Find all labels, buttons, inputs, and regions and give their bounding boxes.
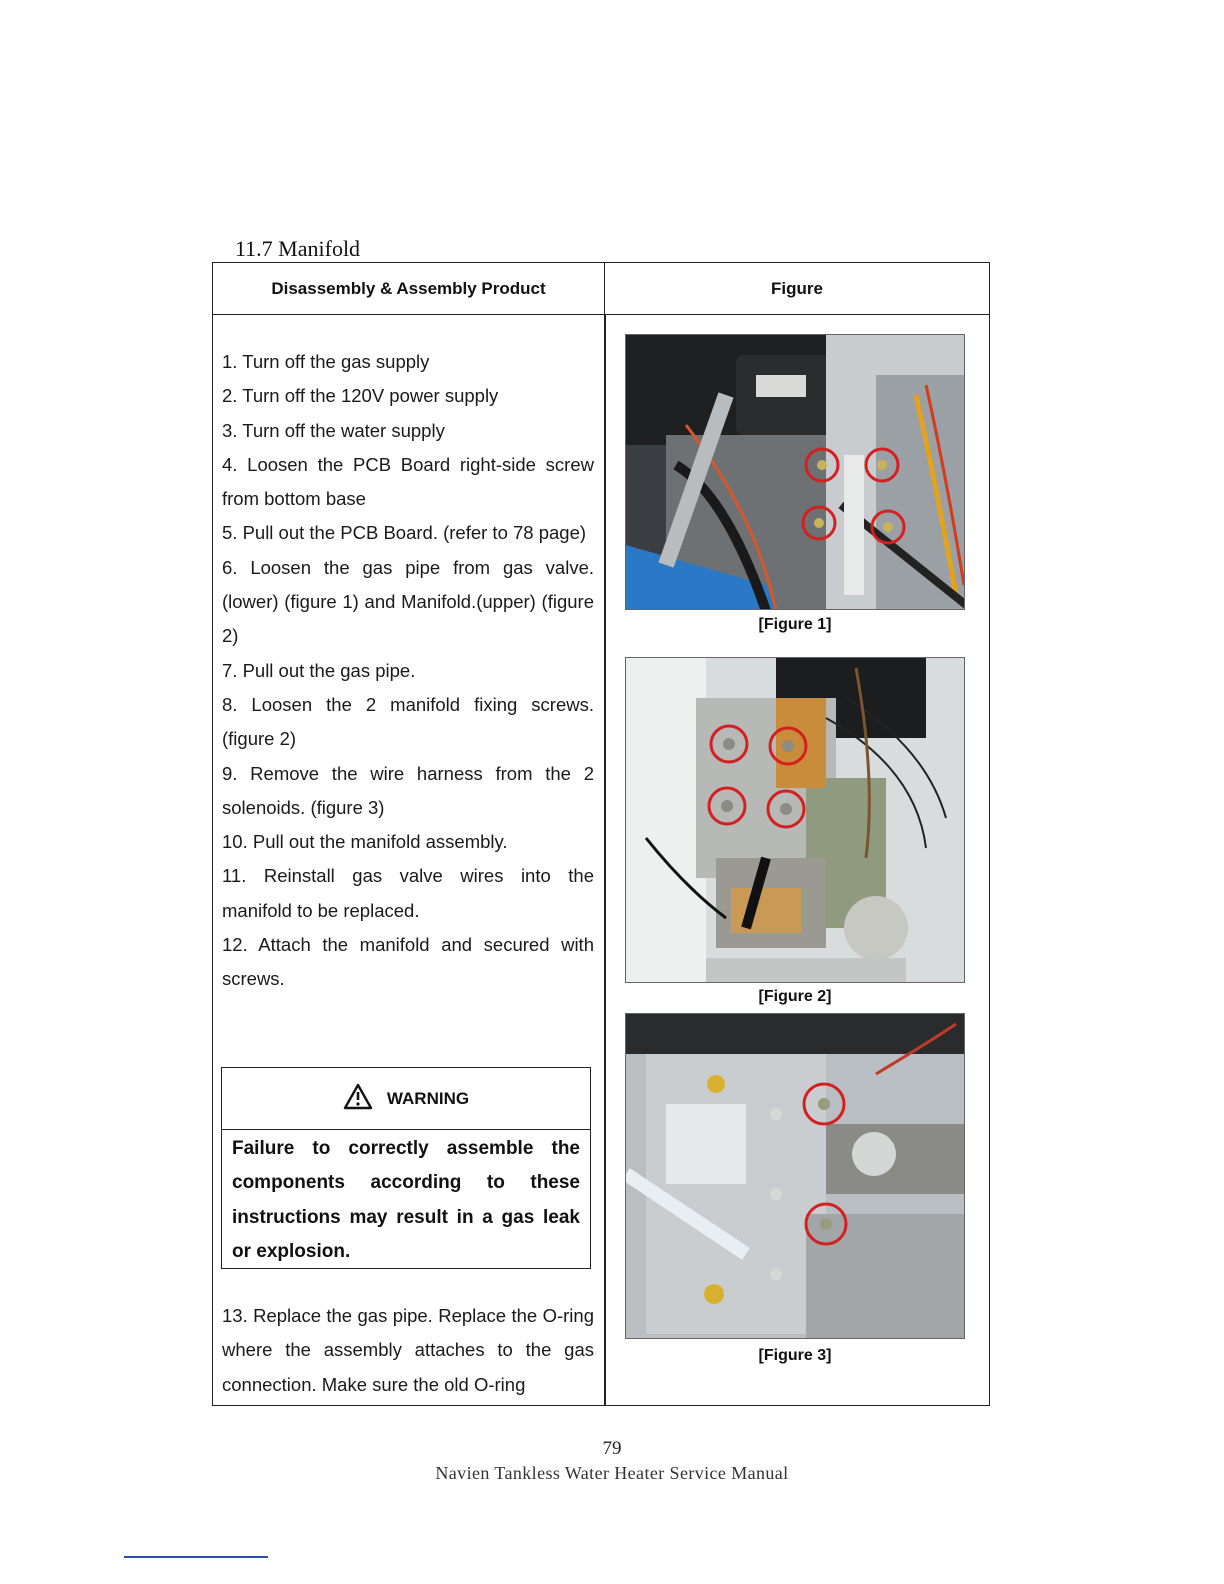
figure-3-caption: [Figure 3]	[758, 1347, 832, 1364]
header-disassembly: Disassembly & Assembly Product	[213, 263, 605, 315]
figure-1-caption: [Figure 1]	[758, 616, 832, 633]
step-item: 7. Pull out the gas pipe.	[222, 659, 416, 681]
step-13: 13. Replace the gas pipe. Replace the O-ring where the assembly attaches to the gas connection. Make sure the old O-ring	[222, 1305, 594, 1395]
figure-1-photo	[625, 334, 965, 610]
warning-triangle-icon	[343, 1083, 373, 1115]
step-item: 4. Loosen the PCB Board right-side screw from bottom base	[222, 453, 594, 510]
column-divider	[604, 315, 606, 1405]
page-number: 79	[602, 1438, 622, 1459]
step-item: 6. Loosen the gas pipe from gas valve.(lower) (figure 1) and Manifold.(upper) (figure 2)	[222, 556, 594, 647]
step-item: 5. Pull out the PCB Board. (refer to 78 page)	[222, 522, 587, 544]
step-item: 11. Reinstall gas valve wires into the manifold to be replaced.	[222, 865, 594, 921]
header-figure: Figure	[605, 263, 989, 315]
step-item: 9. Remove the wire harness from the 2 solenoids. (figure 3)	[222, 762, 594, 818]
warning-text: Failure to correctly assemble the components according to these instructions may result in a gas leak or explosion.	[232, 1138, 580, 1262]
section-title: 11.7 Manifold	[235, 236, 361, 261]
step-item: 2. Turn off the 120V power supply	[222, 385, 499, 407]
figure-2-photo	[625, 657, 965, 983]
warning-box	[221, 1067, 591, 1269]
step-item: 3. Turn off the water supply	[222, 419, 445, 441]
figure-2-caption: [Figure 2]	[758, 988, 832, 1005]
step-item: 1. Turn off the gas supply	[222, 351, 430, 372]
footer-title: Navien Tankless Water Heater Service Manual	[435, 1463, 789, 1483]
step-item: 8. Loosen the 2 manifold fixing screws. (figure 2)	[222, 693, 594, 750]
procedure-table	[212, 262, 990, 1406]
warning-header	[222, 1068, 590, 1130]
step-item: 10. Pull out the manifold assembly.	[222, 831, 508, 853]
warning-title: WARNING	[386, 1088, 470, 1108]
steps-list	[222, 345, 594, 997]
footnote-rule	[124, 1556, 268, 1558]
figure-3-photo	[625, 1013, 965, 1339]
step-item: 12. Attach the manifold and secured with screws.	[222, 934, 594, 990]
